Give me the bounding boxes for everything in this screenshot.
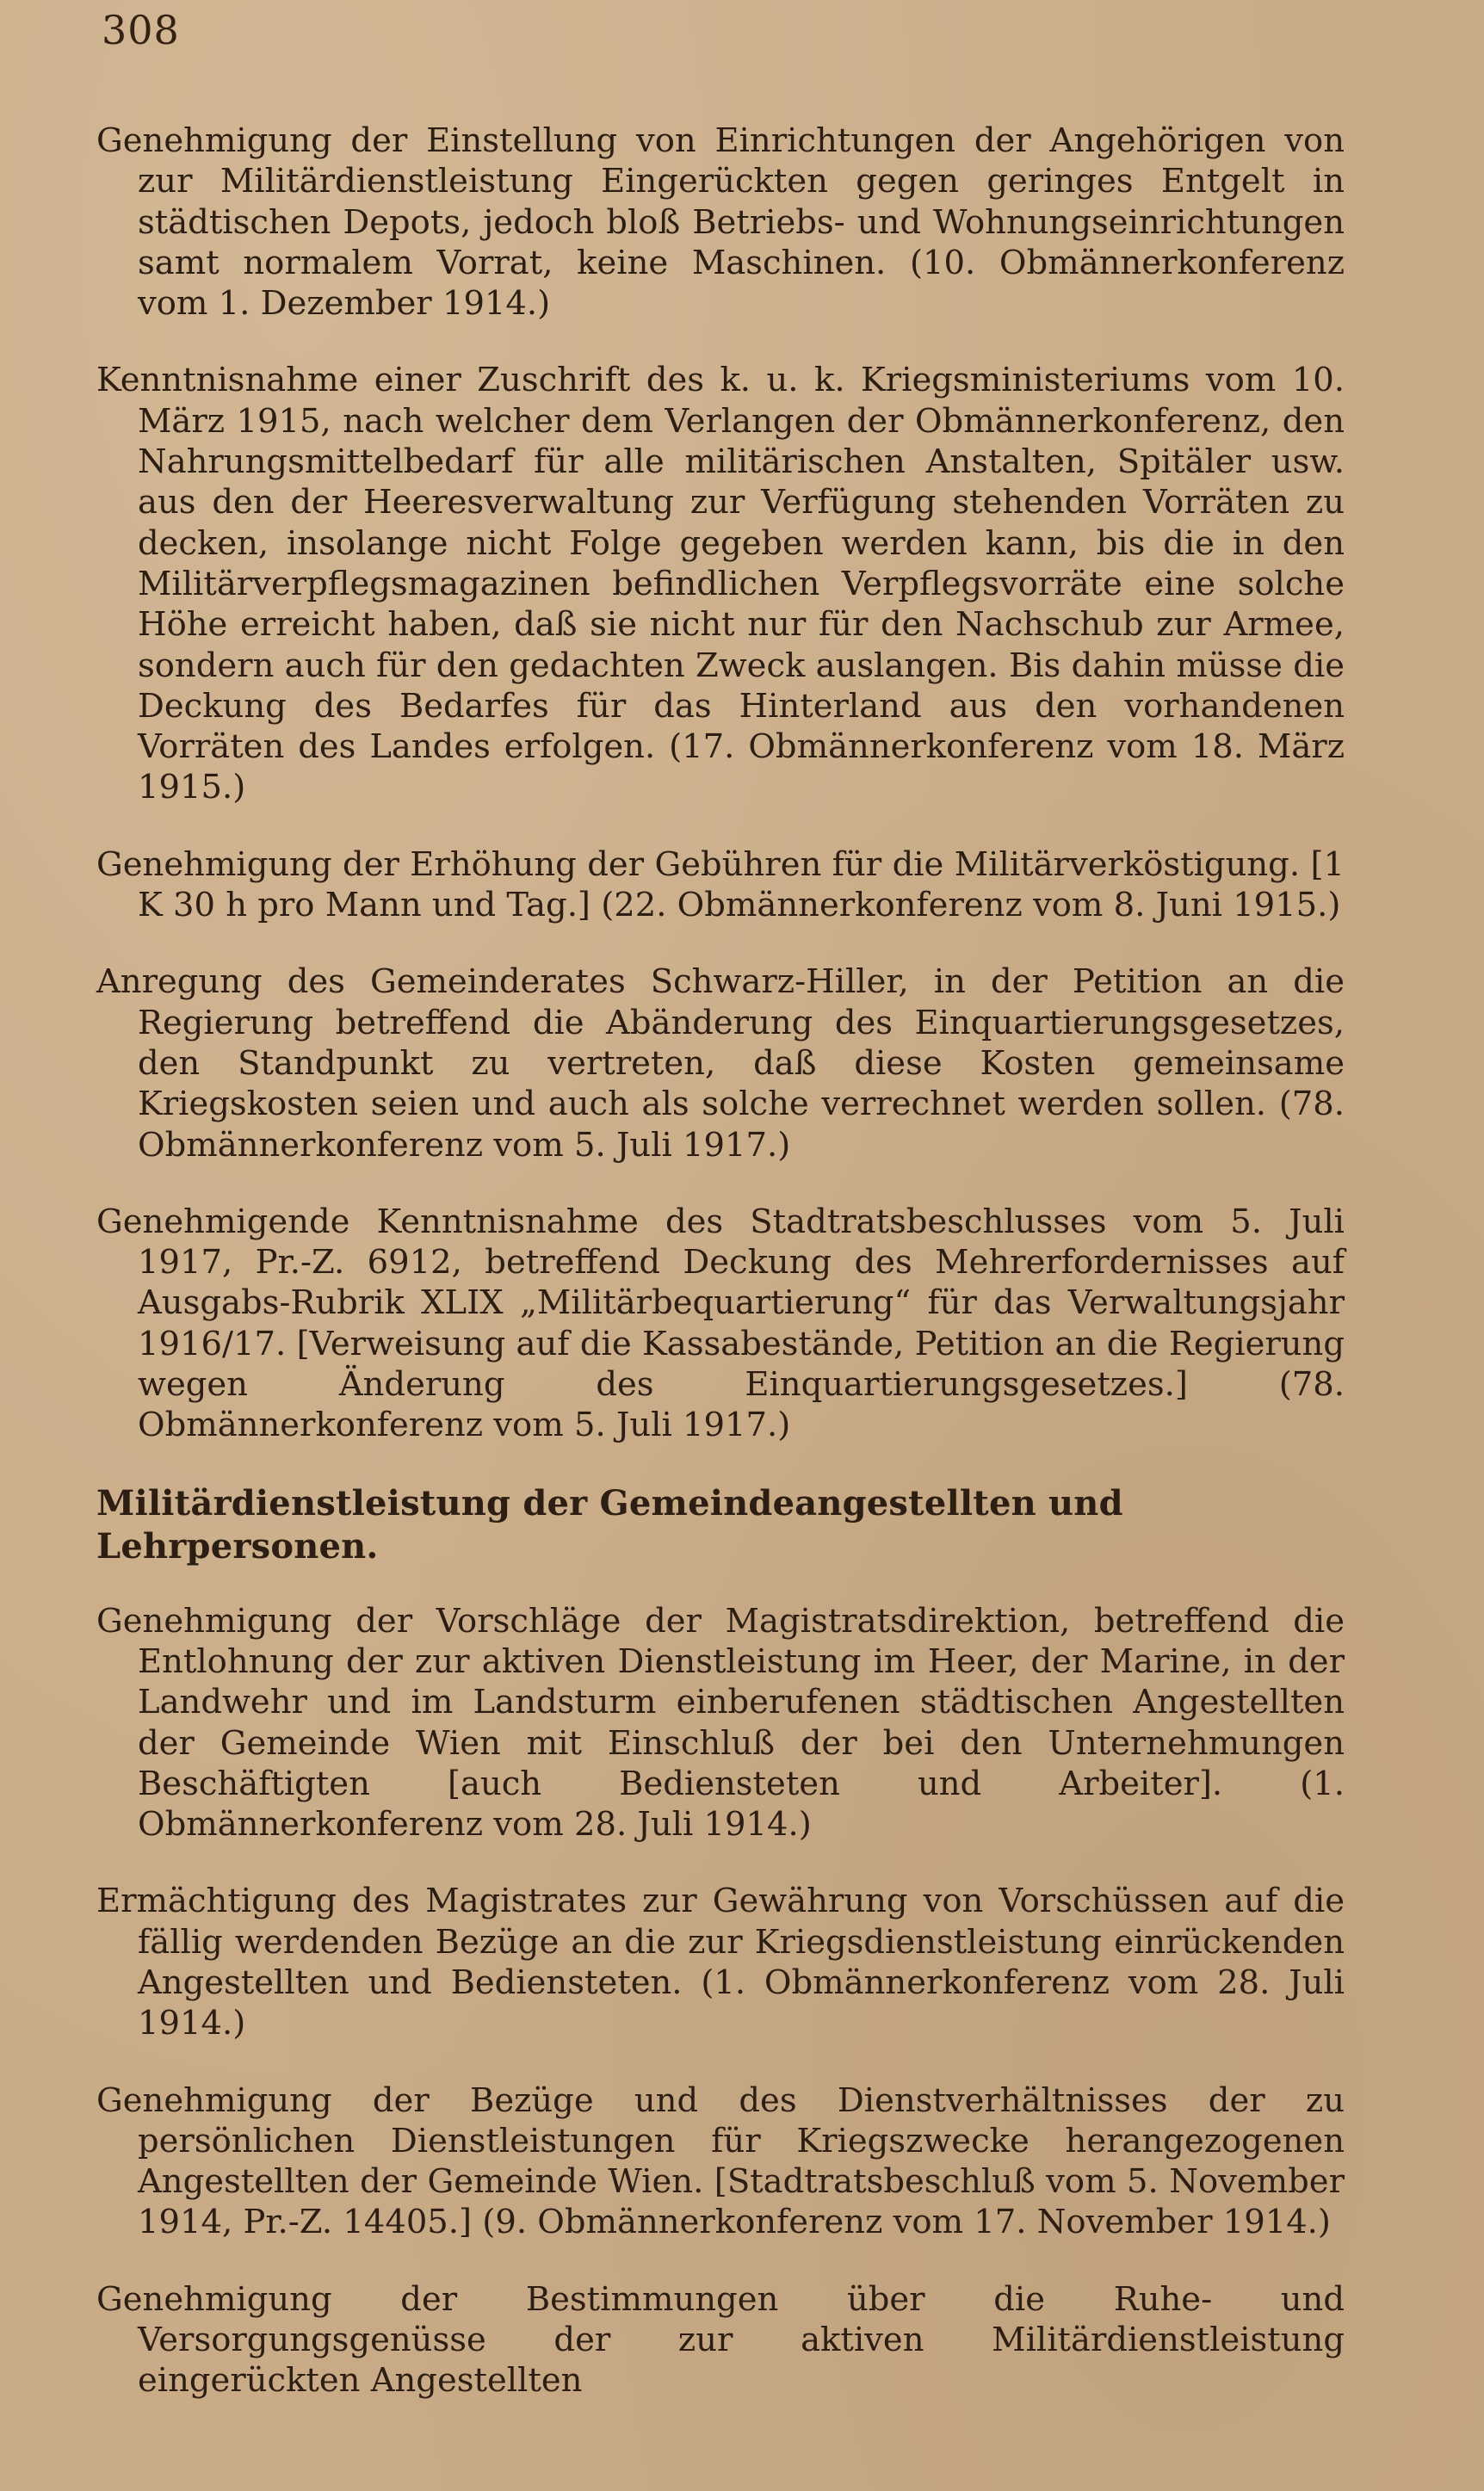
document-body [96, 121, 1345, 2401]
list-item: Genehmigung der Einstellung von Einrichtungen der Angehörigen von zur Militärdienstleistung Eingerückten gegen geringes Entgelt in städtischen Depots, jedoch bloß Betriebs- und Wohnungseinrichtungen samt normalem Vorrat, keine Maschinen. (10. Obmännerkonferenz vom 1. Dezember 1914.) [96, 121, 1345, 324]
list-item: Genehmigung der Vorschläge der Magistratsdirektion, betreffend die Entlohnung der zur aktiven Dienstleistung im Heer, der Marine, in der Landwehr und im Landsturm einberufenen städtischen Angestellten der Gemeinde Wien mit Einschluß der bei den Unternehmungen Beschäftigten [auch Bediensteten und Arbeiter]. (1. Obmännerkonferenz vom 28. Juli 1914.) [96, 1601, 1345, 1845]
list-item: Anregung des Gemeinderates Schwarz-Hiller, in der Petition an die Regierung betreffend die Abänderung des Einquartierungsgesetzes, den Standpunkt zu vertreten, daß diese Kosten gemeinsame Kriegskosten seien und auch als solche verrechnet werden sollen. (78. Obmännerkonferenz vom 5. Juli 1917.) [96, 962, 1345, 1165]
list-item: Genehmigung der Bezüge und des Dienstverhältnisses der zu persönlichen Dienstleistungen für Kriegszwecke herangezogenen Angestellten der Gemeinde Wien. [Stadtratsbeschluß vom 5. November 1914, Pr.-Z. 14405.] (9. Obmännerkonferenz vom 17. November 1914.) [96, 2080, 1345, 2242]
list-item: Ermächtigung des Magistrates zur Gewährung von Vorschüssen auf die fällig werdenden Bezüge an die zur Kriegsdienstleistung einrückenden Angestellten und Bediensteten. (1. Obmännerkonferenz vom 28. Juli 1914.) [96, 1882, 1345, 2043]
section-heading: Militärdienstleistung der Gemeindeangestellten und Lehrpersonen. [96, 1482, 1123, 1567]
list-item: Kenntnisnahme einer Zuschrift des k. u. k. Kriegsministeriums vom 10. März 1915, nach welcher dem Verlangen der Obmännerkonferenz, den Nahrungsmittelbedarf für alle militärischen Anstalten, Spitäler usw. aus den der Heeresverwaltung zur Verfügung stehenden Vorräten zu decken, insolange nicht Folge gegeben werden kann, bis die in den Militärverpflegsmagazinen befindlichen Verpflegsvorräte eine solche Höhe erreicht haben, daß sie nicht nur für den Nachschub zur Armee, sondern auch für den gedachten Zweck auslangen. Bis dahin müsse die Deckung des Bedarfes für das Hinterland aus den vorhandenen Vorräten des Landes erfolgen. (17. Obmännerkonferenz vom 18. März 1915.) [96, 361, 1345, 807]
list-item: Genehmigung der Bestimmungen über die Ruhe- und Versorgungsgenüsse der zur aktiven Militärdienstleistung eingerückten Angestellten [96, 2279, 1345, 2401]
page-number: 308 [102, 7, 180, 53]
list-item: Genehmigung der Erhöhung der Gebühren für die Militärverköstigung. [1 K 30 h pro Mann und Tag.] (22. Obmännerkonferenz vom 8. Juni 1915.) [96, 844, 1345, 925]
list-item: Genehmigende Kenntnisnahme des Stadtratsbeschlusses vom 5. Juli 1917, Pr.-Z. 6912, betreffend Deckung des Mehrerfordernisses auf Ausgabs-Rubrik XLIX „Militärbequartierung“ für das Verwaltungsjahr 1916/17. [Verweisung auf die Kassabestände, Petition an die Regierung wegen Änderung des Einquartierungsgesetzes.] (78. Obmännerkonferenz vom 5. Juli 1917.) [96, 1202, 1345, 1445]
